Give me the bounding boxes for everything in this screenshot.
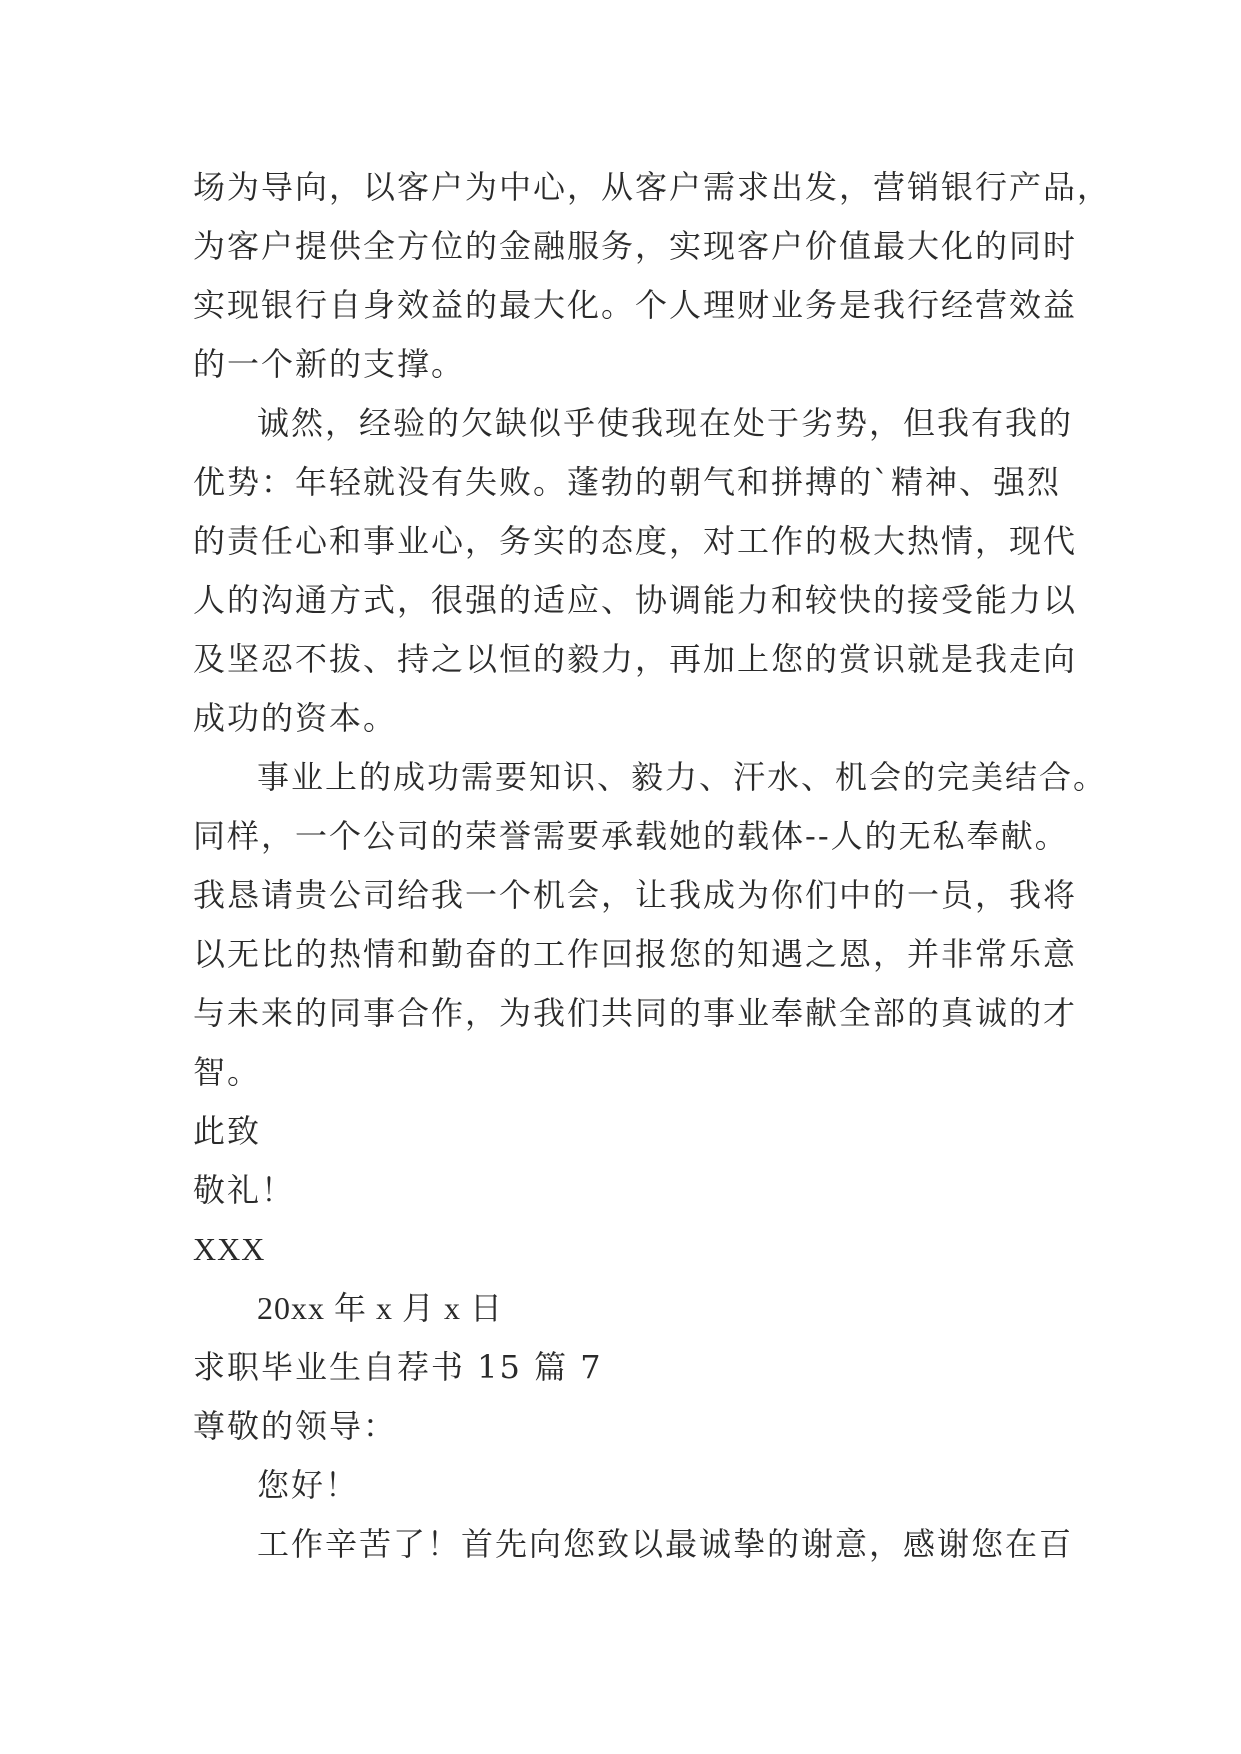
paragraph-3-line-6: 智。 (193, 1053, 262, 1091)
paragraph-3-line-2: 同样，一个公司的荣誉需要承载她的载体--人的无私奉献。 (193, 817, 1069, 855)
paragraph-1-line-1: 场为导向，以客户为中心，从客户需求出发，营销银行产品， (193, 168, 1112, 206)
closing-regards: 敬礼！ (193, 1171, 296, 1209)
paragraph-2-line-1: 诚然，经验的欠缺似乎使我现在处于劣势，但我有我的 (257, 404, 1074, 442)
paragraph-2-line-5: 及坚忍不拔、持之以恒的毅力，再加上您的赏识就是我走向 (193, 640, 1078, 678)
section-title: 求职毕业生自荐书 15 篇 7 (193, 1348, 603, 1386)
paragraph-2-line-2: 优势：年轻就没有失败。蓬勃的朝气和拼搏的`精神、强烈 (193, 463, 1062, 501)
paragraph-2-line-4: 人的沟通方式，很强的适应、协调能力和较快的接受能力以 (193, 581, 1078, 619)
paragraph-3-line-5: 与未来的同事合作，为我们共同的事业奉献全部的真诚的才 (193, 994, 1078, 1032)
signature: XXX (193, 1231, 266, 1267)
paragraph-1-line-2: 为客户提供全方位的金融服务，实现客户价值最大化的同时 (193, 227, 1078, 265)
paragraph-1-line-4: 的一个新的支撑。 (193, 345, 466, 383)
letter-date: 20xx 年 x 月 x 日 (257, 1290, 504, 1326)
paragraph-1-line-3: 实现银行自身效益的最大化。个人理财业务是我行经营效益 (193, 286, 1078, 324)
greeting: 您好！ (257, 1466, 360, 1504)
paragraph-3-line-4: 以无比的热情和勤奋的工作回报您的知遇之恩，并非常乐意 (193, 935, 1078, 973)
paragraph-3-line-3: 我恳请贵公司给我一个机会，让我成为你们中的一员，我将 (193, 876, 1078, 914)
letter-body (193, 158, 1112, 1574)
closing-salutation: 此致 (193, 1112, 262, 1150)
opening-line: 工作辛苦了！首先向您致以最诚挚的谢意，感谢您在百 (257, 1525, 1074, 1563)
salutation: 尊敬的领导： (193, 1407, 398, 1445)
paragraph-2-line-3: 的责任心和事业心，务实的态度，对工作的极大热情，现代 (193, 522, 1078, 560)
paragraph-2-line-6: 成功的资本。 (193, 699, 398, 737)
paragraph-3-line-1: 事业上的成功需要知识、毅力、汗水、机会的完美结合。 (257, 758, 1108, 796)
